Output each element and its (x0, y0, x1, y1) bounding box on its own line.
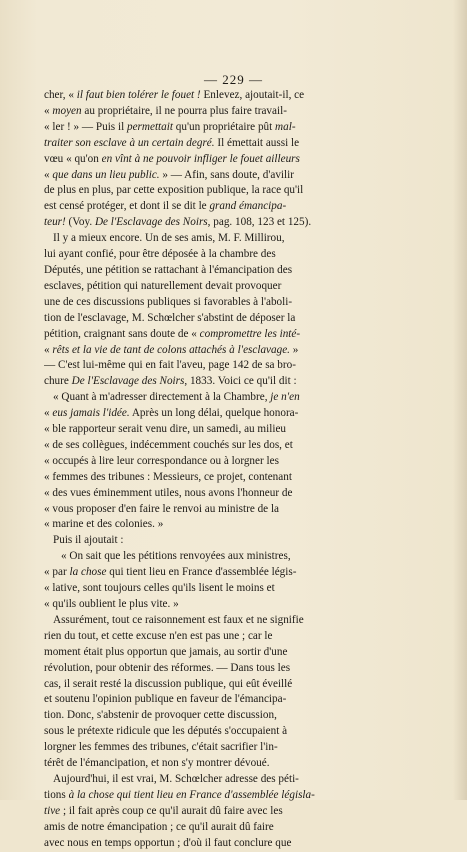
text-line: « On sait que les pétitions renvoyées aux ministres, (61, 550, 291, 563)
text-line: teur! (Voy. De l'Esclavage des Noirs, pag. 108, 123 et 125). (44, 216, 312, 229)
text-line: « occupés à lire leur correspondance ou à lorgner les (44, 454, 279, 467)
text-line: est censé protéger, et dont il se dit le grand émancipa- (44, 200, 287, 213)
text-line: « des vues éminemment utiles, nous avons l'honneur de (44, 486, 293, 499)
text-line: Assurément, tout ce raisonnement est faux et ne signifie (53, 613, 304, 626)
text-line: Députés, une pétition se rattachant à l'émancipation des (44, 263, 293, 276)
text-line: « femmes des tribunes : Messieurs, ce projet, contenant (44, 470, 292, 483)
text-line: « rêts et la vie de tant de colons attachés à l'esclavage. » (44, 343, 299, 356)
text-line: moment était plus opportun que jamais, au sortir d'une (44, 645, 288, 658)
text-line: tion. Donc, s'abstenir de provoquer cette discussion, (44, 709, 277, 722)
text-line: « par la chose qui tient lieu en France d'assemblée légis- (44, 566, 297, 579)
text-line: révolution, pour obtenir des réformes. — Dans tous les (44, 661, 291, 674)
text-line: « que dans un lieu public. » — Afin, sans doute, d'avilir (44, 168, 294, 181)
text-line: « lative, sont toujours celles qu'ils lisent le moins et (44, 582, 275, 595)
text-line: avec nous en temps opportun ; d'où il faut conclure que (44, 836, 292, 849)
text-line: cas, il serait resté la discussion publique, qui eût éveillé (44, 677, 293, 690)
text-line: traiter son esclave à un certain degré. Il émettait aussi le (44, 136, 300, 149)
text-line: « Quant à m'adresser directement à la Chambre, je n'en (53, 391, 300, 404)
text-line: « marine et des colonies. » (44, 518, 164, 531)
text-line: « vous proposer d'en faire le renvoi au ministre de la (44, 502, 280, 515)
text-line: Puis il ajoutait : (53, 534, 124, 547)
text-line: térêt de l'émancipation, et non s'y montrer dévoué. (44, 757, 270, 770)
text-line: rien du tout, et cette excuse n'en est pas une ; car le (44, 629, 273, 642)
text-line: « eus jamais l'idée. Après un long délai, quelque honora- (44, 407, 299, 420)
text-line: vœu « qu'on en vînt à ne pouvoir infliger le fouet ailleurs (44, 152, 300, 165)
text-line: amis de notre émancipation ; ce qu'il aurait dû faire (44, 820, 274, 833)
text-line: « qu'ils oublient le plus vite. » (44, 598, 179, 610)
text-line: sous le prétexte ridicule que les députés s'occupaient à (44, 725, 288, 738)
text-line: « ble rapporteur serait venu dire, un samedi, au milieu (44, 423, 287, 436)
text-line: lorgner les femmes des tribunes, c'était sacrifier l'in- (44, 741, 278, 754)
text-line: pétition, craignant sans doute de « compromettre les inté- (44, 327, 301, 340)
text-line: une de ces discussions publiques si favorables à l'aboli- (44, 295, 293, 308)
text-line: tive ; il fait après coup ce qu'il aurait dû faire avec les (44, 804, 283, 817)
text-line: — C'est lui-même qui en fait l'aveu, page 142 de sa bro- (44, 359, 296, 372)
text-line: et soutenu l'opinion publique en faveur de l'émancipa- (44, 693, 287, 706)
text-line: Il y a mieux encore. Un de ses amis, M. F. Millirou, (53, 232, 285, 245)
page-number: — 229 — (204, 72, 263, 87)
text-line: lui ayant confié, pour être déposée à la chambre des (44, 248, 276, 261)
text-line: de plus en plus, par cette exposition publique, la race qu'il (44, 184, 304, 197)
text-line: chure De l'Esclavage des Noirs, 1833. Voici ce qu'il dit : (44, 375, 297, 388)
text-line: Aujourd'hui, il est vrai, M. Schœlcher adresse des péti- (53, 772, 299, 785)
text-line: « ler ! » — Puis il permettait qu'un propriétaire pût mal- (44, 120, 296, 133)
body-text (44, 88, 458, 852)
text-line: tions à la chose qui tient lieu en France d'assemblée législa- (44, 788, 315, 801)
text-line: « de ses collègues, indécemment couchés sur les dos, et (44, 438, 293, 451)
text-line: tion de l'esclavage, M. Schœlcher s'abstint de déposer la (44, 311, 296, 324)
text-line: esclaves, pétition qui naturellement devait provoquer (44, 279, 282, 292)
text-line: cher, « il faut bien tolérer le fouet ! Enlevez, ajoutait-il, ce (44, 89, 305, 101)
text-line: « moyen au propriétaire, il ne pourra plus faire travail- (44, 104, 287, 117)
